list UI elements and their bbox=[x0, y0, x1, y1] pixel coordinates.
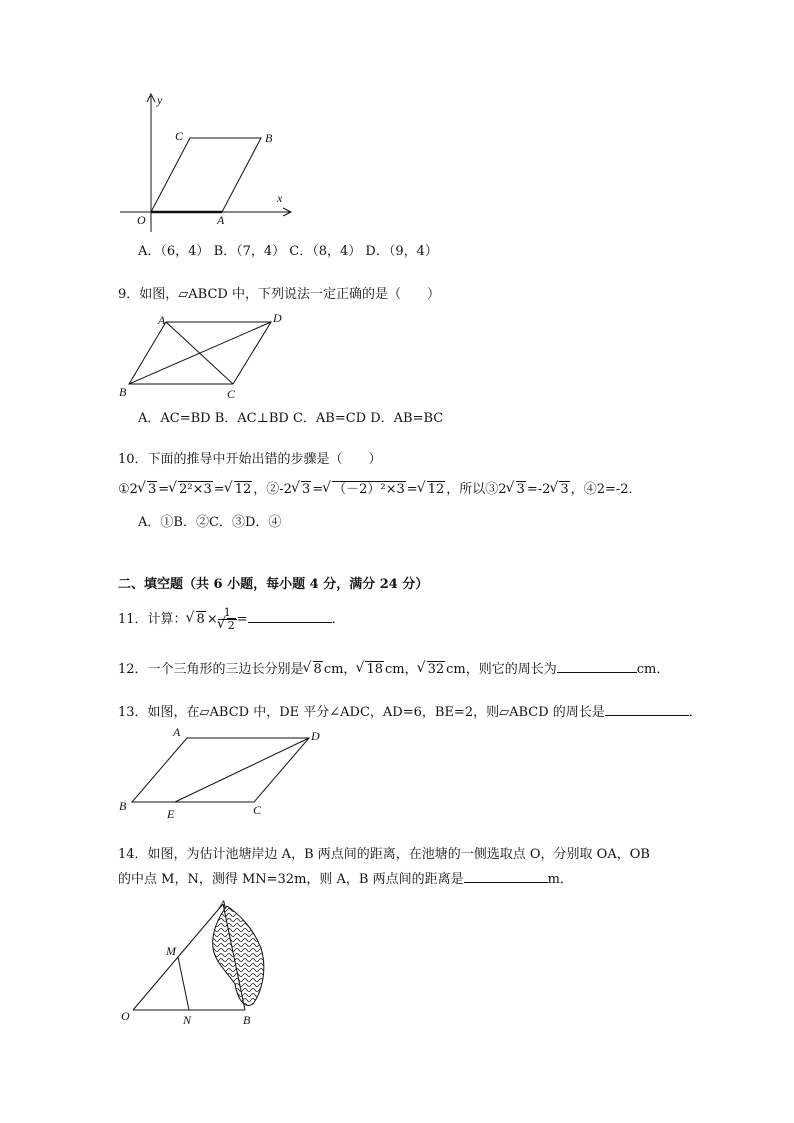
label-A: A bbox=[219, 897, 227, 911]
q13-parallelogram-figure bbox=[115, 724, 325, 824]
q12-answer-blank[interactable] bbox=[557, 660, 637, 673]
q14-answer-blank[interactable] bbox=[464, 870, 548, 883]
q11-fraction: 1 √ 2 bbox=[218, 607, 237, 632]
q10-step1-a: 2 bbox=[129, 482, 138, 497]
q8-options: A．（6，4） B．（7，4） C．（8，4） D．（9，4） bbox=[138, 244, 438, 259]
label-y: y bbox=[157, 93, 163, 107]
parallelogram-ABCD bbox=[132, 738, 309, 802]
q10-step2-mark: ② bbox=[266, 482, 280, 497]
q9-stem: 9．如图，▱ABCD 中，下列说法一定正确的是（ ） bbox=[118, 287, 440, 302]
q10-step2-radical2: √ （－2）²×3 bbox=[323, 481, 406, 499]
label-E: E bbox=[167, 807, 175, 821]
q9-options: A．AC=BD B．AC⊥BD C．AB=CD D．AB=BC bbox=[138, 411, 444, 426]
q13-answer-blank[interactable] bbox=[605, 703, 689, 716]
diagonal-BD bbox=[129, 322, 271, 384]
q11: 11．计算：√ 8 × 1 √ 2 = ． bbox=[118, 607, 345, 632]
q10-step2-radical3: √ 12 bbox=[418, 481, 446, 499]
q8-coordinate-figure bbox=[115, 90, 295, 240]
q13: 13．如图，在▱ABCD 中，DE 平分∠ADC，AD=6，BE=2，则▱ABCD 的周长是 ． bbox=[118, 705, 702, 720]
q11-answer-blank[interactable] bbox=[248, 610, 332, 623]
q10-step1-radical1: √ 3 bbox=[138, 481, 157, 499]
label-D: D bbox=[311, 729, 320, 743]
label-D: D bbox=[273, 311, 282, 325]
q10-step1-radical3: √ 12 bbox=[225, 481, 253, 499]
label-A: A bbox=[173, 725, 181, 739]
label-O: O bbox=[121, 1009, 130, 1023]
label-C: C bbox=[227, 387, 236, 401]
parallelogram-OABC bbox=[151, 138, 261, 212]
q10-step3-mark: ③ bbox=[485, 482, 499, 497]
q10-step3-radical1: √ 3 bbox=[507, 481, 526, 499]
segment-MN bbox=[178, 957, 189, 1010]
q10-step3-radical2: √ 3 bbox=[550, 481, 569, 499]
label-C: C bbox=[253, 803, 262, 817]
label-C: C bbox=[175, 129, 184, 143]
q14-line1: 14．如图，为估计池塘岸边 A，B 两点间的距离，在池塘的一侧选取点 O，分别取 OA，OB bbox=[118, 847, 650, 862]
label-O: O bbox=[137, 213, 146, 227]
label-A: A bbox=[217, 213, 225, 227]
q14-line2: 的中点 M，N，测得 MN=32m，则 A，B 两点间的距离是 m． bbox=[118, 872, 573, 887]
segment-DE bbox=[175, 738, 309, 802]
label-x: x bbox=[277, 191, 283, 205]
label-B: B bbox=[265, 131, 273, 145]
q10-step2-radical1: √ 3 bbox=[292, 481, 311, 499]
q11-radical: √ 8 bbox=[187, 611, 206, 629]
label-A: A bbox=[158, 313, 166, 327]
label-B: B bbox=[243, 1013, 251, 1027]
q12: 12．一个三角形的三边长分别是√ 8 cm，√ 18 cm，√ 32 cm，则它的周长为 cm． bbox=[118, 660, 669, 679]
label-M: M bbox=[166, 944, 176, 958]
pond-shape bbox=[213, 906, 264, 1005]
q10-step1-mark: ① bbox=[118, 482, 130, 497]
q10-stem: 10．下面的推导中开始出错的步骤是（ ） bbox=[118, 452, 382, 467]
q14-pond-figure bbox=[115, 892, 285, 1032]
section2-title: 二、填空题（共 6 小题，每小题 4 分，满分 24 分） bbox=[118, 577, 429, 592]
q9-parallelogram-figure bbox=[115, 310, 295, 402]
label-B: B bbox=[119, 799, 127, 813]
label-B: B bbox=[119, 385, 127, 399]
q10-step4-mark: ④ bbox=[583, 482, 597, 497]
q10-steps: ①2√ 3 =√ 2²×3 =√ 12 ，②-2√ 3 =√ （－2）²×3 =√ 12 ，所以③2√ 3 =-2√ 3 ，④2=-2． bbox=[118, 481, 642, 499]
q10-options: A．①B．②C．③D．④ bbox=[138, 515, 282, 530]
q10-step1-radical2: √ 2²×3 bbox=[169, 481, 213, 499]
label-N: N bbox=[183, 1013, 192, 1027]
